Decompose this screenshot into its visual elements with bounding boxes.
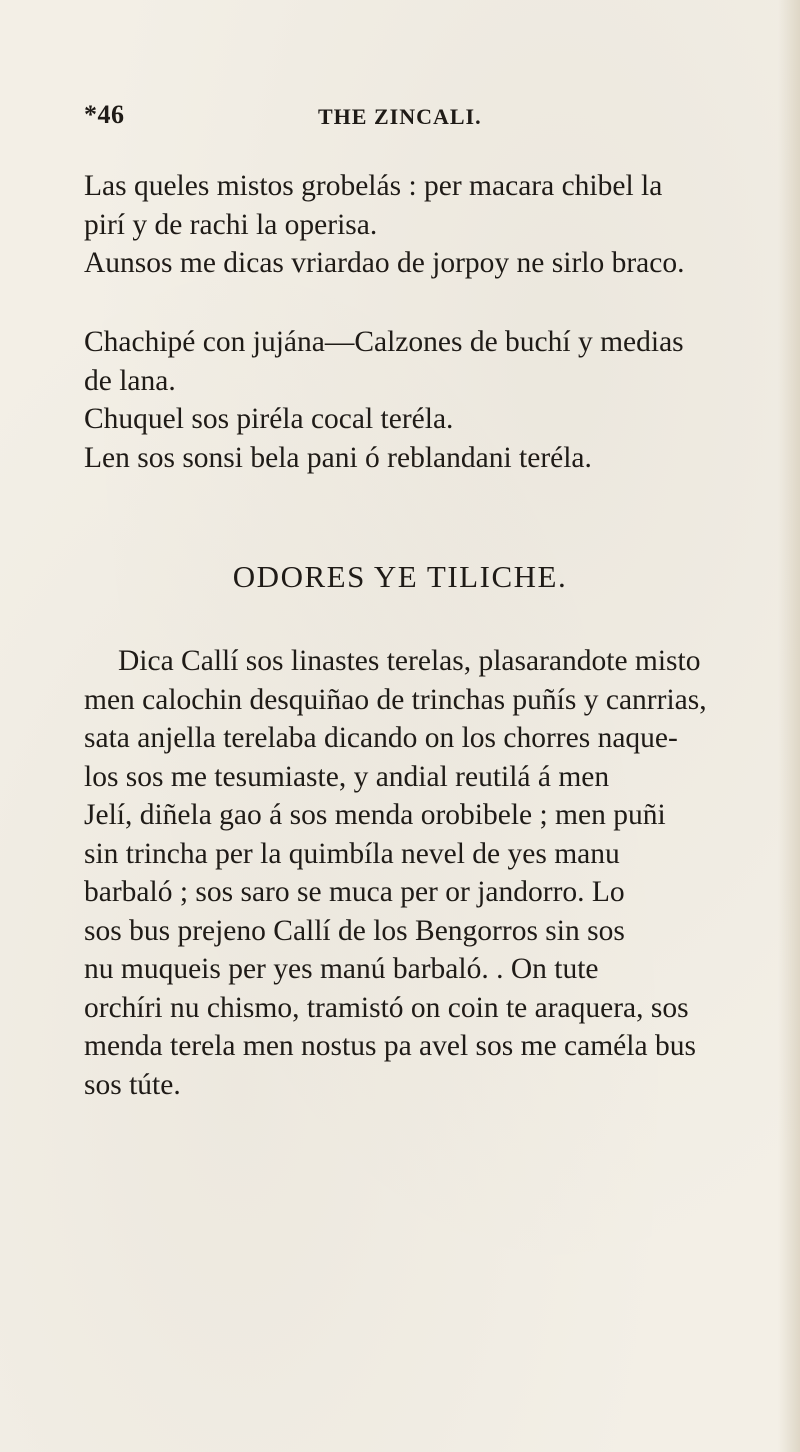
paragraph-line: menda terela men nostus pa avel sos me caméla bus (84, 1030, 696, 1062)
paragraph-line: Jelí, diñela gao á sos menda orobibele ; men puñi (84, 799, 666, 831)
verse-line: pirí y de rachi la operisa. (84, 208, 378, 241)
paragraph-line: barbaló ; sos saro se muca per or jandorro. Lo (84, 876, 625, 908)
verse-line: Chuquel sos piréla cocal teréla. (84, 403, 454, 435)
page-number: *46 (84, 100, 125, 129)
running-title: THE ZINCALI. (318, 104, 482, 129)
paragraph-line: Dica Callí sos linastes terelas, plasarandote misto (118, 645, 701, 677)
paragraph-line: los sos me tesumiaste, y andial reutilá á men (84, 760, 610, 793)
paragraph-line: men calochin desquiñao de trinchas puñís y canrrias, (84, 683, 707, 716)
paragraph-line: sos bus prejeno Callí de los Bengorros sin sos (84, 914, 625, 947)
verse-line: Las queles mistos grobelás : per macara chibel la (84, 170, 663, 202)
verse-line: Aunsos me dicas vriardao de jorpoy ne sirlo braco. (84, 247, 685, 279)
running-head (0, 100, 800, 140)
page-edge (778, 0, 800, 1452)
prose-paragraph (84, 642, 774, 1104)
paragraph-line: sos túte. (84, 1068, 181, 1101)
paragraph-line: nu muqueis per yes manú barbaló. . On tute (84, 953, 599, 985)
paragraph-line: orchíri nu chismo, tramistó on coin te araquera, sos (84, 991, 689, 1024)
paragraph-line: sata anjella terelaba dicando on los chorres naque- (84, 722, 678, 754)
section-heading: ODORES YE TILICHE. (232, 559, 568, 594)
verse-line: de lana. (84, 364, 176, 397)
verse-line: Len sos sonsi bela pani ó reblandani teréla. (84, 441, 592, 474)
verse-stanza-1 (84, 167, 774, 283)
verse-line: Chachipé con jujána—Calzones de buchí y medias (84, 326, 684, 358)
verse-stanza-2 (84, 323, 774, 477)
paragraph-line: sin trincha per la quimbíla nevel de yes manu (84, 837, 620, 870)
